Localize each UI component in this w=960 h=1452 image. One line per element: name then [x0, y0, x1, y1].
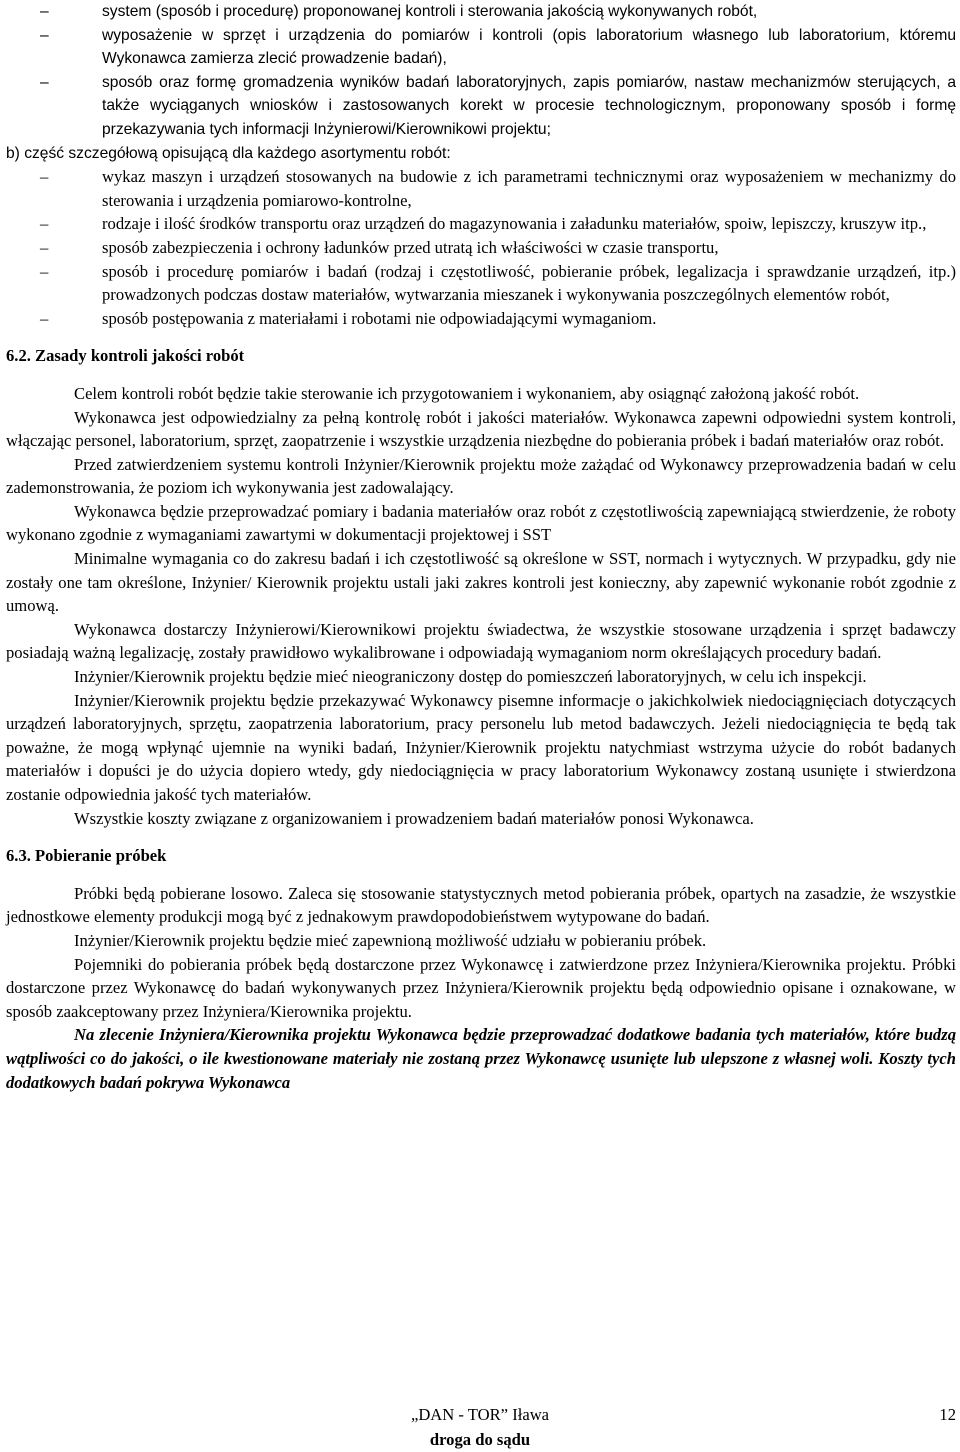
dash-bullet: – [40, 73, 49, 91]
requirements-list-b [6, 165, 956, 330]
paragraph: Wykonawca jest odpowiedzialny za pełną kontrolę robót i jakości materiałów. Wykonawca zapewni odpowiedni system kontroli, włączając personel, laboratorium, sprzęt, zaopatrzenie i wszystkie urządzenia niezbędne do pobierania próbek i badań materiałów oraz robót. [6, 407, 956, 451]
emphasis-paragraph: Na zlecenie Inżyniera/Kierownika projektu Wykonawca będzie przeprowadzać dodatkowe badania tych materiałów, które budzą wątpliwości co do jakości, o ile kwestionowane materiały nie zostaną przez Wykonawcę usunięte lub ulepszone z własnej woli. Koszty tych dodatkowych badań pokrywa Wykonawca [6, 1025, 956, 1092]
paragraph: Próbki będą pobierane losowo. Zaleca się stosowanie statystycznych metod pobierania próbek, opartych na zasadzie, że wszystkie jednostkowe elementy produkcji mogą być z jednakowym prawdopodobieństwem wytypowane do badań. [6, 883, 956, 927]
list-item: – wyposażenie w sprzęt i urządzenia do pomiarów i kontroli (opis laboratorium własnego lub laboratorium, któremu Wykonawca zamierza zlecić prowadzenie badań), [6, 24, 956, 71]
paragraph: Celem kontroli robót będzie takie sterowanie ich przygotowaniem i wykonaniem, aby osiągnąć założoną jakość robót. [74, 383, 860, 403]
section-heading-6-2: 6.2. Zasady kontroli jakości robót [6, 346, 245, 366]
paragraph: Przed zatwierdzeniem systemu kontroli Inżynier/Kierownik projektu może zażądać od Wykonawcy przeprowadzenia badań w celu zademonstrowania, że poziom ich wykonywania jest zadowalający. [6, 454, 956, 498]
footer-title: „DAN - TOR” Iława [410, 1405, 550, 1424]
document-page [6, 0, 956, 1094]
paragraph: Minimalne wymagania co do zakresu badań i ich częstotliwość są określone w SST, normach i wytycznych. W przypadku, gdy nie zostały one tam określone, Inżynier/ Kierownik projektu ustali jaki zakres kontroli jest konieczny, aby zapewnić wykonanie robót zgodnie z umową. [6, 549, 956, 616]
dash-bullet: – [40, 167, 49, 187]
dash-bullet: – [40, 214, 49, 234]
paragraph: Inżynier/Kierownik projektu będzie mieć nieograniczony dostęp do pomieszczeń laboratoryjnych, w celu ich inspekcji. [74, 667, 867, 687]
page-number: 12 [939, 1405, 956, 1424]
paragraph: Wykonawca będzie przeprowadzać pomiary i badania materiałów oraz robót z częstotliwością zapewniającą stwierdzenie, że roboty wykonano zgodnie z wymaganiami zawartymi w dokumentacji projektowej i SST [6, 501, 956, 545]
paragraph: Inżynier/Kierownik projektu będzie mieć zapewnioną możliwość udziału w pobieraniu próbek. [74, 930, 707, 950]
list-item: – sposób postępowania z materiałami i robotami nie odpowiadającymi wymaganiom. [6, 307, 956, 331]
paragraph: Inżynier/Kierownik projektu będzie przekazywać Wykonawcy pisemne informacje o jakichkolwiek niedociągnięciach dotyczących urządzeń laboratoryjnych, sprzętu, zaopatrzenia laboratorium, pracy personelu lub metod badawczych. Jeżeli niedociągnięcia te będą tak poważne, że mogą wpłynąć ujemnie na wyniki badań, Inżynier/Kierownik projektu natychmiast wstrzyma użycie do robót badanych materiałów i dopuści je do użycia dopiero wtedy, gdy niedociągnięcia w pracy laboratorium Wykonawcy zostaną usunięte i stwierdzona zostanie odpowiednia jakość tych materiałów. [6, 690, 956, 804]
dash-bullet: – [40, 3, 49, 20]
list-item: – wykaz maszyn i urządzeń stosowanych na budowie z ich parametrami technicznymi oraz wyposażeniem w mechanizmy do sterowania i urządzenia pomiarowo-kontrolne, [40, 167, 956, 210]
dash-bullet: – [40, 237, 49, 257]
list-item: – sposób zabezpieczenia i ochrony ładunków przed utratą ich właściwości w czasie transportu, [6, 236, 956, 260]
paragraph: Pojemniki do pobierania próbek będą dostarczone przez Wykonawcę i zatwierdzone przez Inżyniera/Kierownika projektu. Próbki dostarczone przez Wykonawcę do badań wykonywanych przez Inżyniera/Kierownik projektu będą odpowiednio opisane i oznakowane, w sposób zaakceptowany przez Inżyniera/Kierownika projektu. [6, 954, 956, 1021]
paragraph: Wszystkie koszty związane z organizowaniem i prowadzeniem badań materiałów ponosi Wykonawca. [74, 808, 754, 828]
dash-bullet: – [40, 261, 49, 281]
list-item: – sposób oraz formę gromadzenia wyników badań laboratoryjnych, zapis pomiarów, nastaw mechanizmów sterujących, a także wyciąganych wniosków i zastosowanych korekt w procesie technologicznym, proponowany sposób i formę przekazywania tych informacji Inżynierowi/Kierownikowi projektu; [6, 71, 956, 142]
part-b-intro: b) część szczegółową opisującą dla każdego asortymentu robót: [6, 144, 451, 162]
list-item: – sposób i procedurę pomiarów i badań (rodzaj i częstotliwość, pobieranie próbek, legalizacja i sprawdzanie urządzeń, itp.) prowadzonych podczas dostaw materiałów, wytwarzania mieszanek i wykonywania poszczególnych elementów robót, [40, 261, 956, 305]
list-item: – rodzaje i ilość środków transportu oraz urządzeń do magazynowania i załadunku materiałów, spoiw, lepiszczy, kruszyw itp., [6, 212, 956, 236]
dash-bullet: – [40, 26, 49, 44]
section-heading-6-3: 6.3. Pobieranie próbek [6, 846, 167, 866]
requirements-list-a [6, 0, 956, 142]
list-item: – system (sposób i procedurę) proponowanej kontroli i sterowania jakością wykonywanych robót, [6, 0, 956, 24]
paragraph: Wykonawca dostarczy Inżynierowi/Kierownikowi projektu świadectwa, że wszystkie stosowane urządzenia i sprzęt badawczy posiadają ważną legalizację, zostały prawidłowo wykalibrowane i odpowiadają wymaganiom norm określających procedury badań. [6, 619, 956, 663]
dash-bullet: – [40, 308, 49, 328]
footer-subtitle: droga do sądu [429, 1430, 531, 1449]
